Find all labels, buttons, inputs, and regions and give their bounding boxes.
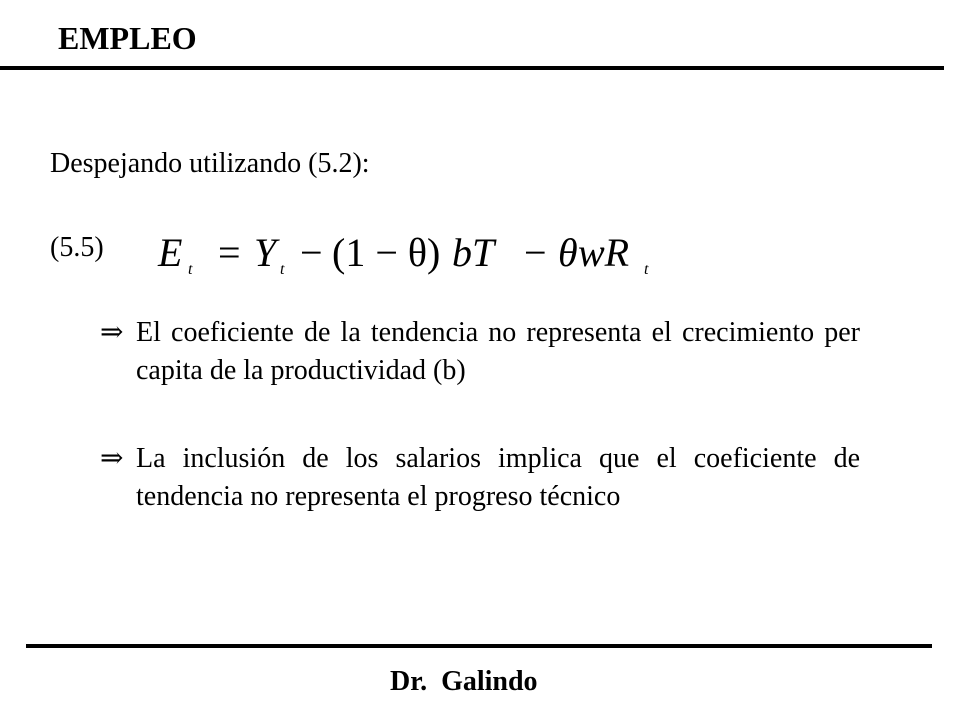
bullet-text: La inclusión de los salarios implica que el coeficiente de tendencia no representa el progreso técnico: [136, 443, 860, 512]
eq-minus-2: −: [524, 230, 547, 275]
bullet-item-trend-coefficient: [100, 314, 860, 390]
eq-theta: θ: [558, 230, 578, 275]
top-divider: [0, 66, 944, 70]
eq-equals: =: [218, 230, 241, 275]
bullet-item-wages-inclusion: [100, 440, 860, 516]
eq-Y-subscript: t: [280, 261, 285, 278]
intro-text: Despejando utilizando (5.2):: [50, 148, 370, 179]
slide-title: EMPLEO: [58, 20, 197, 56]
eq-Y: Y: [254, 230, 277, 275]
eq-E-subscript: t: [188, 261, 193, 278]
eq-R-subscript: t: [644, 261, 649, 278]
eq-minus-1: −: [300, 230, 323, 275]
equation-label: (5.5): [50, 232, 104, 263]
eq-wR: wR: [578, 230, 630, 275]
eq-paren-expression: (1 − θ): [332, 230, 441, 275]
footer-author: Dr. Galindo: [390, 666, 538, 697]
bullet-text: El coeficiente de la tendencia no representa el crecimiento per capita de la productividad (b): [136, 317, 860, 386]
implies-arrow-icon: ⇒: [100, 317, 124, 348]
implies-arrow-icon: ⇒: [100, 443, 124, 474]
bottom-divider: [26, 644, 932, 648]
eq-bT: bT: [452, 230, 495, 275]
eq-E: E: [158, 230, 183, 275]
equation-5-5: [150, 218, 670, 282]
